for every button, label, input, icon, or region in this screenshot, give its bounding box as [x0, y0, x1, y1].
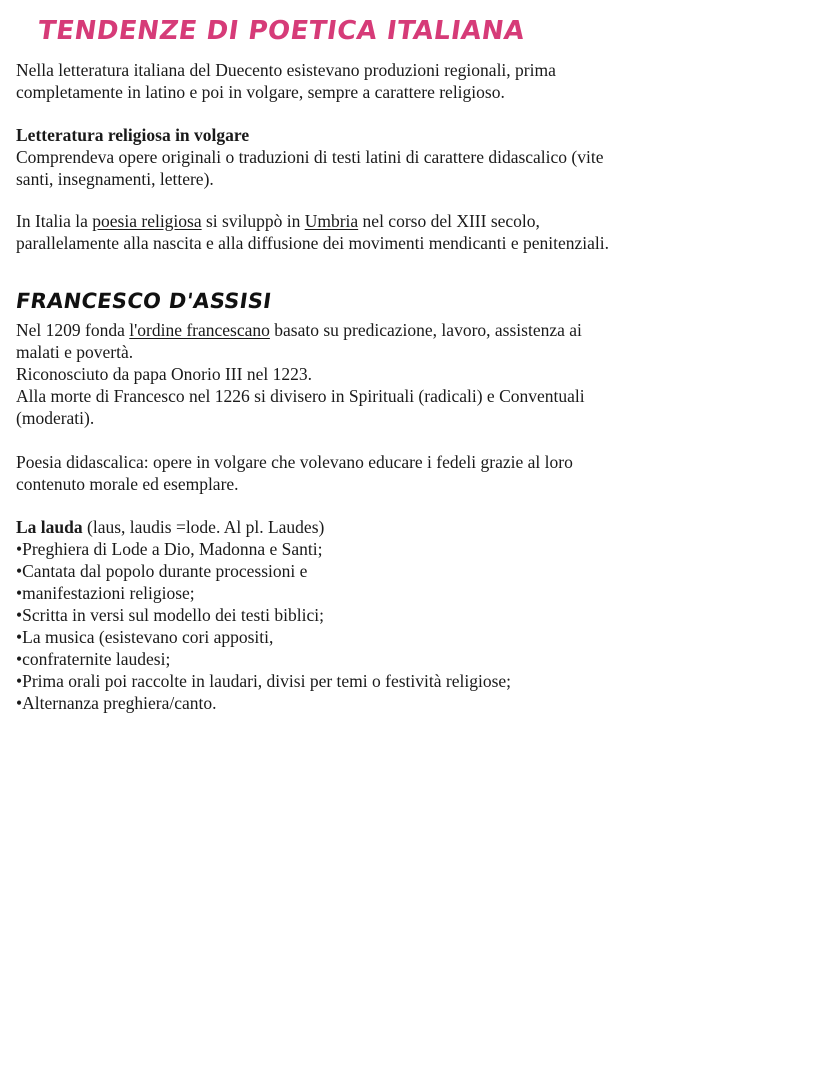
religious-heading: Letteratura religiosa in volgare: [16, 125, 250, 145]
didactic-paragraph: [16, 451, 716, 495]
lauda-heading: [16, 516, 716, 538]
list-item: •confraternite laudesi;: [16, 649, 171, 669]
didactic-line: Poesia didascalica: opere in volgare che volevano educare i fedeli grazie al loro: [16, 452, 573, 472]
religious-line: santi, insegnamenti, lettere).: [16, 169, 214, 189]
list-item: •manifestazioni religiose;: [16, 583, 195, 603]
section-heading-francesco: FRANCESCO D'ASSISI: [14, 289, 274, 313]
list-item: •La musica (esistevano cori appositi,: [16, 627, 274, 647]
page-title: TENDENZE DI POETICA ITALIANA: [35, 16, 527, 46]
intro-line: Nella letteratura italiana del Duecento esistevano produzioni regionali, prima: [16, 60, 556, 80]
lauda-term: La lauda: [16, 517, 83, 537]
underlined-term: l'ordine francescano: [129, 320, 270, 340]
didactic-line: contenuto morale ed esemplare.: [16, 474, 239, 494]
list-item: •Preghiera di Lode a Dio, Madonna e Santi;: [16, 539, 323, 559]
list-item: •Alternanza preghiera/canto.: [16, 693, 217, 713]
list-item: •Prima orali poi raccolte in laudari, divisi per temi o festività religiose;: [16, 671, 512, 691]
text-span: basato su predicazione, lavoro, assistenza ai: [269, 320, 582, 340]
italy-line: parallelamente alla nascita e alla diffusione dei movimenti mendicanti e penitenziali.: [16, 233, 609, 253]
lauda-section: [16, 516, 716, 714]
francesco-line: malati e povertà.: [16, 342, 134, 362]
underlined-term: Umbria: [304, 211, 359, 231]
francesco-line: (moderati).: [16, 408, 95, 428]
francesco-line: Riconosciuto da papa Onorio III nel 1223.: [16, 364, 312, 384]
religious-section: [16, 124, 716, 190]
text-span: Nel 1209 fonda: [16, 320, 130, 340]
italy-line: [16, 210, 716, 232]
intro-paragraph: [16, 59, 716, 103]
list-item: •Cantata dal popolo durante processioni e: [16, 561, 308, 581]
text-span: si sviluppò in: [201, 211, 305, 231]
italy-paragraph: [16, 210, 716, 254]
religious-line: Comprendeva opere originali o traduzioni di testi latini di carattere didascalico (vite: [16, 147, 604, 167]
underlined-term: poesia religiosa: [92, 211, 202, 231]
text-span: In Italia la: [16, 211, 93, 231]
intro-line: completamente in latino e poi in volgare, sempre a carattere religioso.: [16, 82, 505, 102]
lauda-etymology: (laus, laudis =lode. Al pl. Laudes): [82, 517, 325, 537]
francesco-line: [16, 319, 716, 341]
text-span: nel corso del XIII secolo,: [358, 211, 540, 231]
francesco-paragraph: [16, 319, 716, 429]
list-item: •Scritta in versi sul modello dei testi biblici;: [16, 605, 324, 625]
francesco-line: Alla morte di Francesco nel 1226 si divisero in Spirituali (radicali) e Conventuali: [16, 386, 585, 406]
